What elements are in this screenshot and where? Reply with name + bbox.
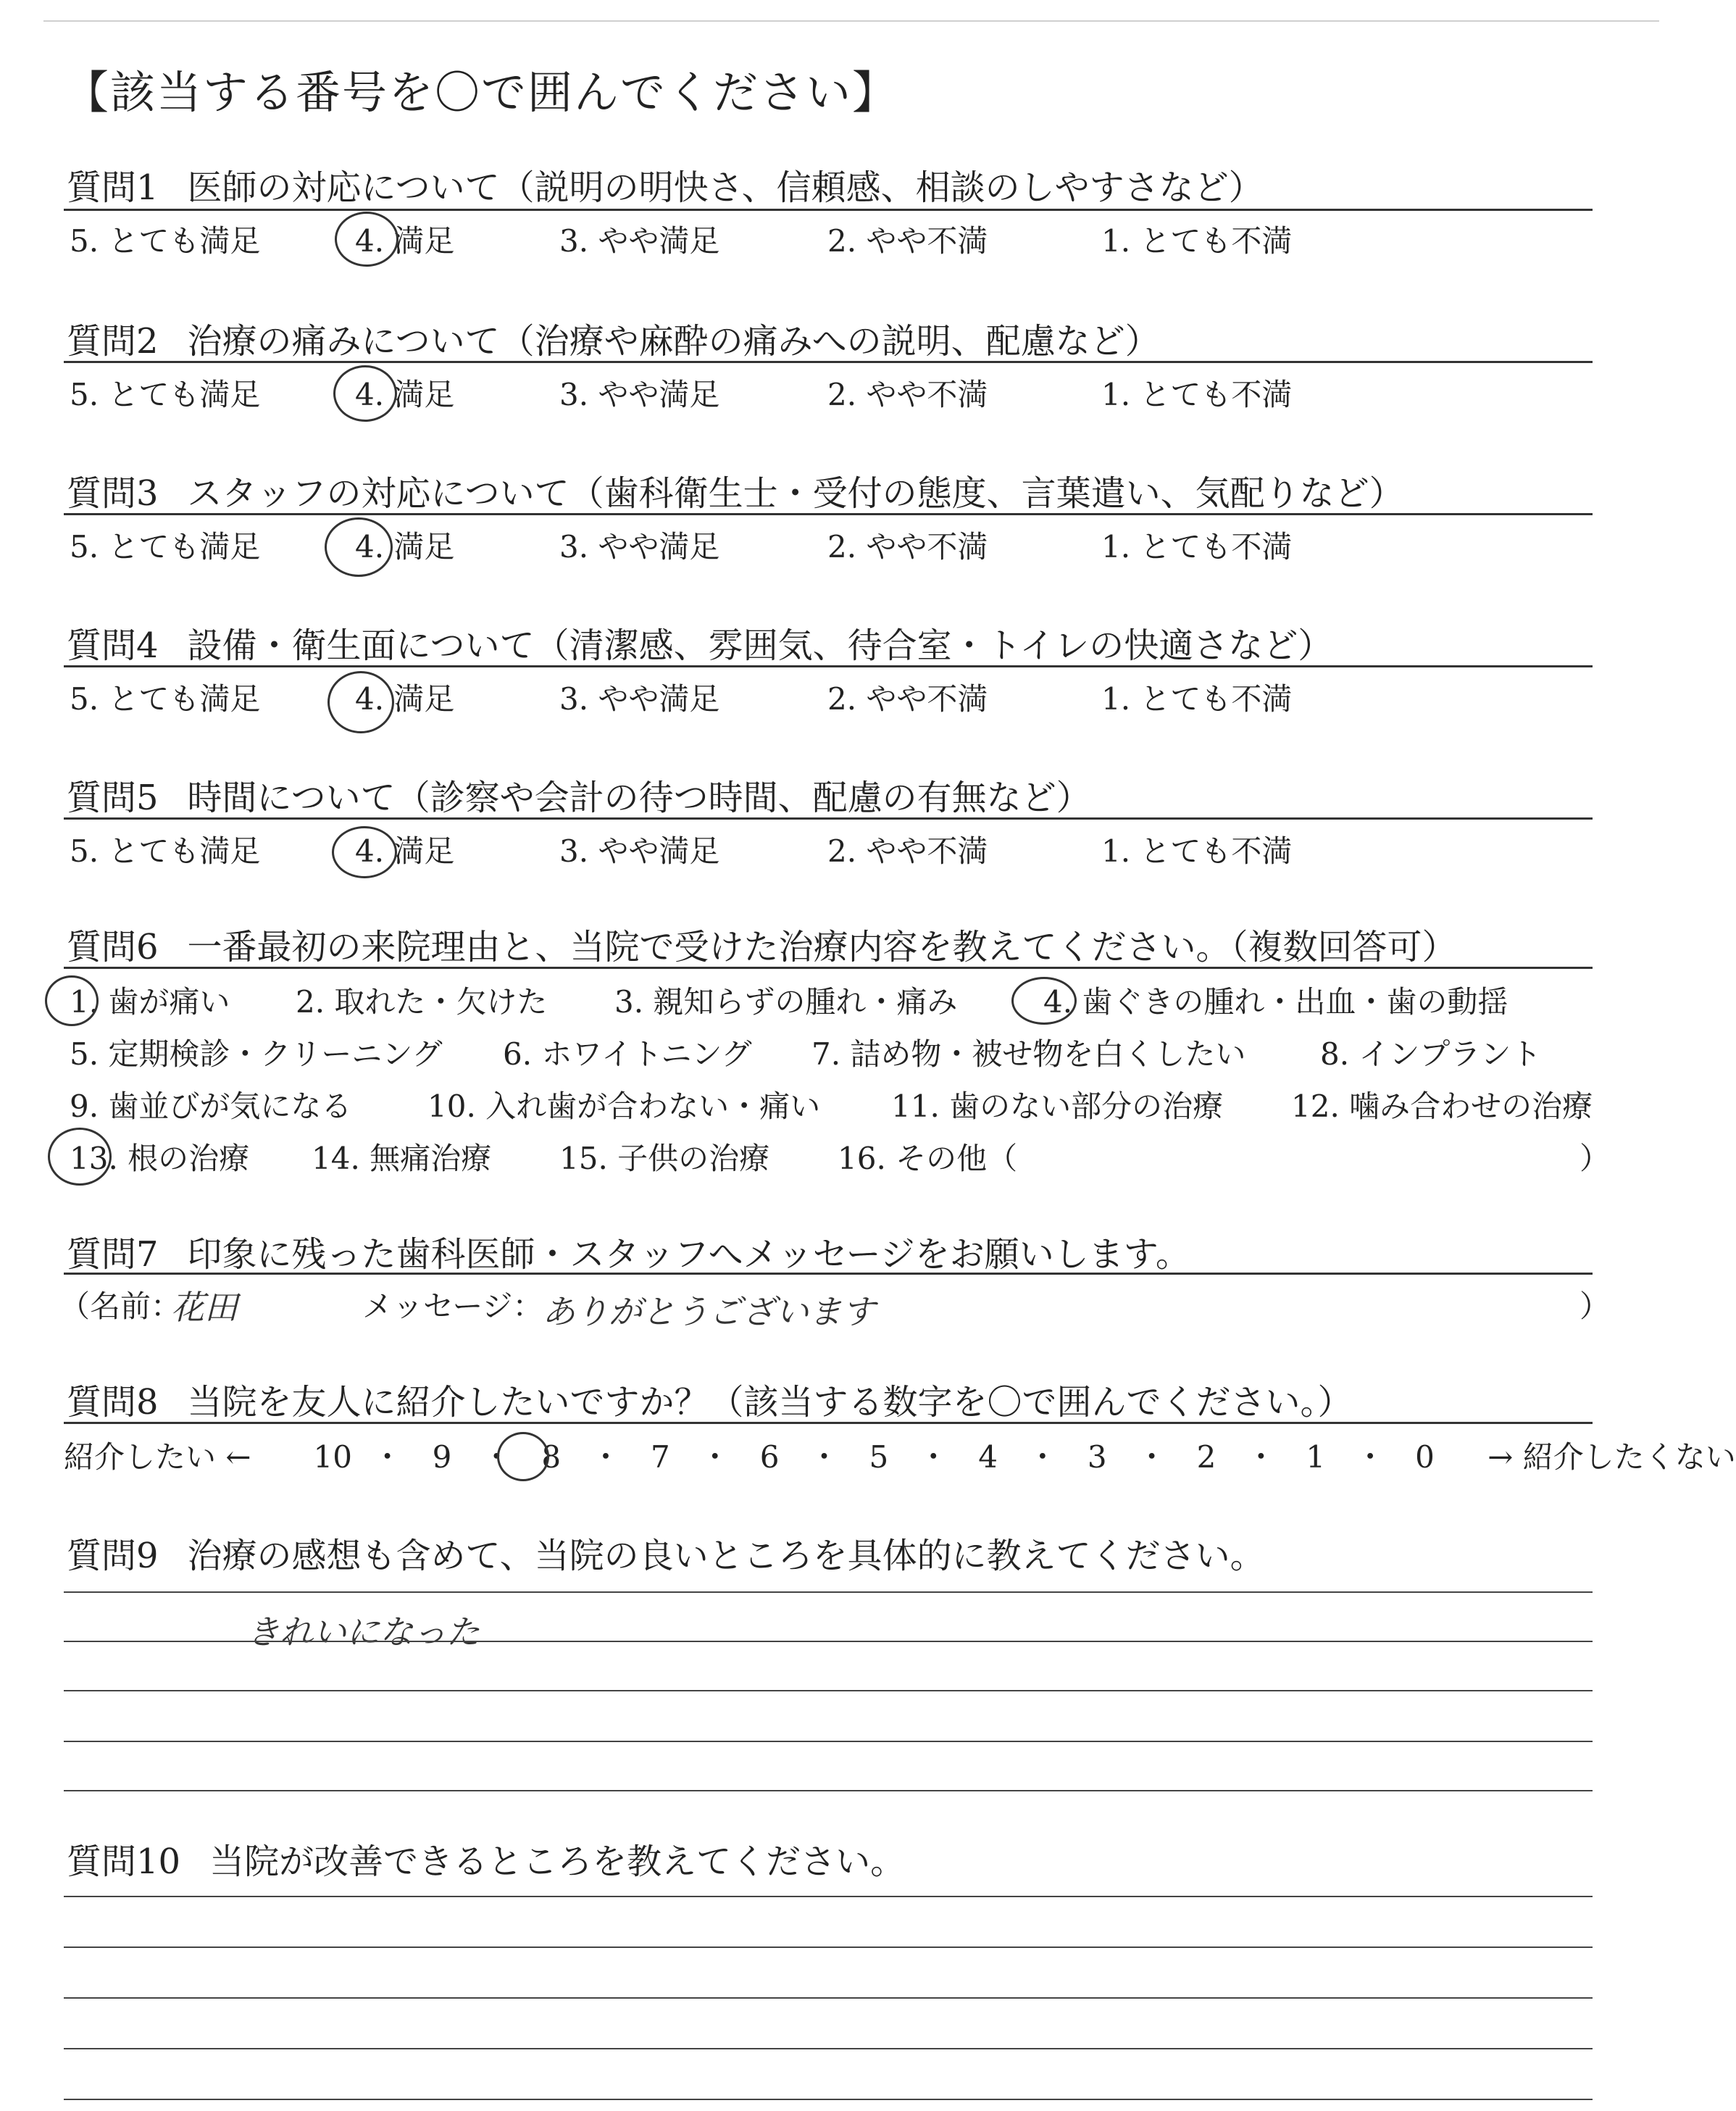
answer-line xyxy=(64,1896,1593,1897)
q1-option-2[interactable]: 2. やや不満 xyxy=(827,223,988,259)
question-6 xyxy=(67,919,1457,969)
selection-circle xyxy=(332,826,397,878)
q6-option-4[interactable]: 4. 歯ぐきの腫れ・出血・歯の動揺 xyxy=(1043,984,1508,1020)
selection-circle xyxy=(1011,977,1077,1025)
question-rule xyxy=(64,361,1593,363)
instruction-header: 【該当する番号を〇で囲んでください】 xyxy=(64,66,899,119)
q1-option-1[interactable]: 1. とても不満 xyxy=(1101,223,1293,259)
answer-line xyxy=(64,1997,1593,1999)
question-text: 印象に残った歯科医師・スタッフへメッセージをお願いします。 xyxy=(187,1234,1190,1275)
scale-6[interactable]: 6 xyxy=(759,1439,780,1475)
q1-option-5[interactable]: 5. とても満足 xyxy=(70,223,261,259)
question-number: 質問9 xyxy=(67,1536,159,1576)
scale-separator: ・ xyxy=(591,1439,622,1475)
question-text: スタッフの対応について（歯科衛生士・受付の態度、言葉遣い、気配りなど） xyxy=(187,473,1404,514)
answer-line xyxy=(64,1790,1593,1791)
q6-option-8[interactable]: 8. インプラント xyxy=(1320,1036,1542,1072)
answer-line xyxy=(64,1690,1593,1691)
q6-option-12[interactable]: 12. 噛み合わせの治療 xyxy=(1291,1088,1593,1124)
question-8 xyxy=(67,1374,1353,1424)
q3-option-1[interactable]: 1. とても不満 xyxy=(1101,529,1293,565)
question-text: 治療の痛みについて（治療や麻酔の痛みへの説明、配慮など） xyxy=(187,321,1160,362)
question-2 xyxy=(67,313,1160,363)
q6-option-10[interactable]: 10. 入れ歯が合わない・痛い xyxy=(427,1088,821,1124)
question-text: 一番最初の来院理由と、当院で受けた治療内容を教えてください。（複数回答可） xyxy=(187,927,1457,967)
q6-option-7[interactable]: 7. 詰め物・被せ物を白くしたい xyxy=(811,1036,1246,1072)
q3-option-4[interactable]: 4. 満足 xyxy=(355,529,455,565)
answer-line xyxy=(64,2099,1593,2100)
other-close-paren: ） xyxy=(1579,1141,1611,1176)
q9-handwritten-answer[interactable]: きれいになった xyxy=(246,1612,480,1652)
question-rule xyxy=(64,1273,1593,1275)
q6-option-9[interactable]: 9. 歯並びが気になる xyxy=(70,1088,352,1124)
scale-10[interactable]: 10 xyxy=(313,1439,352,1475)
q6-option-3[interactable]: 3. 親知らずの腫れ・痛み xyxy=(614,984,958,1020)
question-text: 治療の感想も含めて、当院の良いところを具体的に教えてください。 xyxy=(187,1536,1265,1576)
selection-circle xyxy=(497,1432,549,1481)
scale-separator: ・ xyxy=(699,1439,730,1475)
answer-line xyxy=(64,1641,1593,1642)
question-number: 質問1 xyxy=(67,167,159,208)
top-edge-line xyxy=(43,20,1659,22)
q2-option-4[interactable]: 4. 満足 xyxy=(355,377,455,412)
q2-option-5[interactable]: 5. とても満足 xyxy=(70,377,261,412)
question-1 xyxy=(67,159,1264,209)
question-number: 質問7 xyxy=(67,1234,159,1275)
q4-option-4[interactable]: 4. 満足 xyxy=(355,681,455,717)
question-rule xyxy=(64,209,1593,211)
q1-option-3[interactable]: 3. やや満足 xyxy=(559,223,720,259)
scale-separator: ・ xyxy=(1355,1439,1386,1475)
question-rule xyxy=(64,1422,1593,1424)
scale-9[interactable]: 9 xyxy=(432,1439,452,1475)
q3-option-5[interactable]: 5. とても満足 xyxy=(70,529,261,565)
scale-0[interactable]: 0 xyxy=(1415,1439,1435,1475)
q6-option-6[interactable]: 6. ホワイトニング xyxy=(503,1036,752,1072)
question-text: 時間について（診察や会計の待つ時間、配慮の有無など） xyxy=(187,778,1091,818)
scale-2[interactable]: 2 xyxy=(1196,1439,1217,1475)
name-label: （名前： xyxy=(59,1288,182,1324)
question-text: 設備・衛生面について（清潔感、雰囲気、待合室・トイレの快適さなど） xyxy=(187,625,1333,666)
name-handwritten[interactable]: 花田 xyxy=(171,1288,238,1327)
q1-option-4[interactable]: 4. 満足 xyxy=(355,223,455,259)
q5-option-3[interactable]: 3. やや満足 xyxy=(559,833,720,869)
selection-circle xyxy=(333,365,397,422)
scale-left-label: 紹介したい ← xyxy=(64,1439,251,1475)
q5-option-5[interactable]: 5. とても満足 xyxy=(70,833,261,869)
question-number: 質問8 xyxy=(67,1382,159,1423)
selection-circle xyxy=(48,1128,112,1186)
q2-option-2[interactable]: 2. やや不満 xyxy=(827,377,988,412)
question-rule xyxy=(64,513,1593,515)
scale-1[interactable]: 1 xyxy=(1306,1439,1326,1475)
q3-option-3[interactable]: 3. やや満足 xyxy=(559,529,720,565)
question-number: 質問6 xyxy=(67,927,159,967)
selection-circle xyxy=(45,975,99,1026)
question-number: 質問3 xyxy=(67,473,159,514)
answer-line xyxy=(64,1741,1593,1742)
q4-option-5[interactable]: 5. とても満足 xyxy=(70,681,261,717)
q5-option-2[interactable]: 2. やや不満 xyxy=(827,833,988,869)
q6-option-13[interactable]: 13. 根の治療 xyxy=(70,1141,250,1176)
message-handwritten[interactable]: ありがとうございます xyxy=(542,1292,875,1331)
question-number: 質問10 xyxy=(67,1841,181,1882)
message-close-paren: ） xyxy=(1579,1288,1611,1324)
q6-option-11[interactable]: 11. 歯のない部分の治療 xyxy=(891,1088,1224,1124)
q5-option-4[interactable]: 4. 満足 xyxy=(355,833,455,869)
q4-option-3[interactable]: 3. やや満足 xyxy=(559,681,720,717)
q2-option-3[interactable]: 3. やや満足 xyxy=(559,377,720,412)
scale-separator: ・ xyxy=(372,1439,403,1475)
question-3 xyxy=(67,465,1404,515)
answer-line xyxy=(64,1591,1593,1593)
question-text: 当院を友人に紹介したいですか？（該当する数字を〇で囲んでください。） xyxy=(187,1382,1353,1423)
answer-line xyxy=(64,1946,1593,1948)
selection-circle xyxy=(327,671,394,733)
question-text: 医師の対応について（説明の明快さ、信頼感、相談のしやすさなど） xyxy=(187,167,1264,208)
q6-option-2[interactable]: 2. 取れた・欠けた xyxy=(296,984,548,1020)
question-rule xyxy=(64,665,1593,667)
q6-option-15[interactable]: 15. 子供の治療 xyxy=(559,1141,770,1176)
q3-option-2[interactable]: 2. やや不満 xyxy=(827,529,988,565)
message-label: メッセージ： xyxy=(362,1288,543,1324)
question-10 xyxy=(67,1833,905,1883)
selection-circle xyxy=(335,212,398,267)
scale-5[interactable]: 5 xyxy=(869,1439,889,1475)
scale-4[interactable]: 4 xyxy=(978,1439,998,1475)
q6-option-5[interactable]: 5. 定期検診・クリーニング xyxy=(70,1036,443,1072)
selection-circle xyxy=(325,517,393,577)
q6-option-16[interactable]: 16. その他（ xyxy=(838,1141,1018,1176)
question-rule xyxy=(64,967,1593,969)
scale-separator: ・ xyxy=(1136,1439,1167,1475)
question-rule xyxy=(64,817,1593,820)
scale-right-label: → 紹介したくない xyxy=(1487,1439,1736,1475)
question-7 xyxy=(67,1226,1190,1276)
question-number: 質問2 xyxy=(67,321,159,362)
scale-separator: ・ xyxy=(1027,1439,1058,1475)
answer-line xyxy=(64,2048,1593,2049)
recommend-scale xyxy=(64,1433,1736,1477)
q4-option-2[interactable]: 2. やや不満 xyxy=(827,681,988,717)
question-5 xyxy=(67,770,1091,820)
question-4 xyxy=(67,617,1332,667)
q5-option-1[interactable]: 1. とても不満 xyxy=(1101,833,1293,869)
scale-separator: ・ xyxy=(1245,1439,1277,1475)
scale-8[interactable]: 8 xyxy=(541,1439,562,1475)
q4-option-1[interactable]: 1. とても不満 xyxy=(1101,681,1293,717)
question-number: 質問4 xyxy=(67,625,159,666)
scale-separator: ・ xyxy=(809,1439,840,1475)
q2-option-1[interactable]: 1. とても不満 xyxy=(1101,377,1293,412)
scale-7[interactable]: 7 xyxy=(651,1439,670,1475)
scale-3[interactable]: 3 xyxy=(1087,1439,1107,1475)
q6-option-1[interactable]: 1. 歯が痛い xyxy=(70,984,230,1020)
question-text: 当院が改善できるところを教えてください。 xyxy=(209,1841,906,1882)
scale-separator: ・ xyxy=(918,1439,949,1475)
question-9 xyxy=(67,1528,1265,1578)
scale-separator: ・ xyxy=(481,1439,512,1475)
question-number: 質問5 xyxy=(67,778,159,818)
q6-option-14[interactable]: 14. 無痛治療 xyxy=(312,1141,492,1176)
